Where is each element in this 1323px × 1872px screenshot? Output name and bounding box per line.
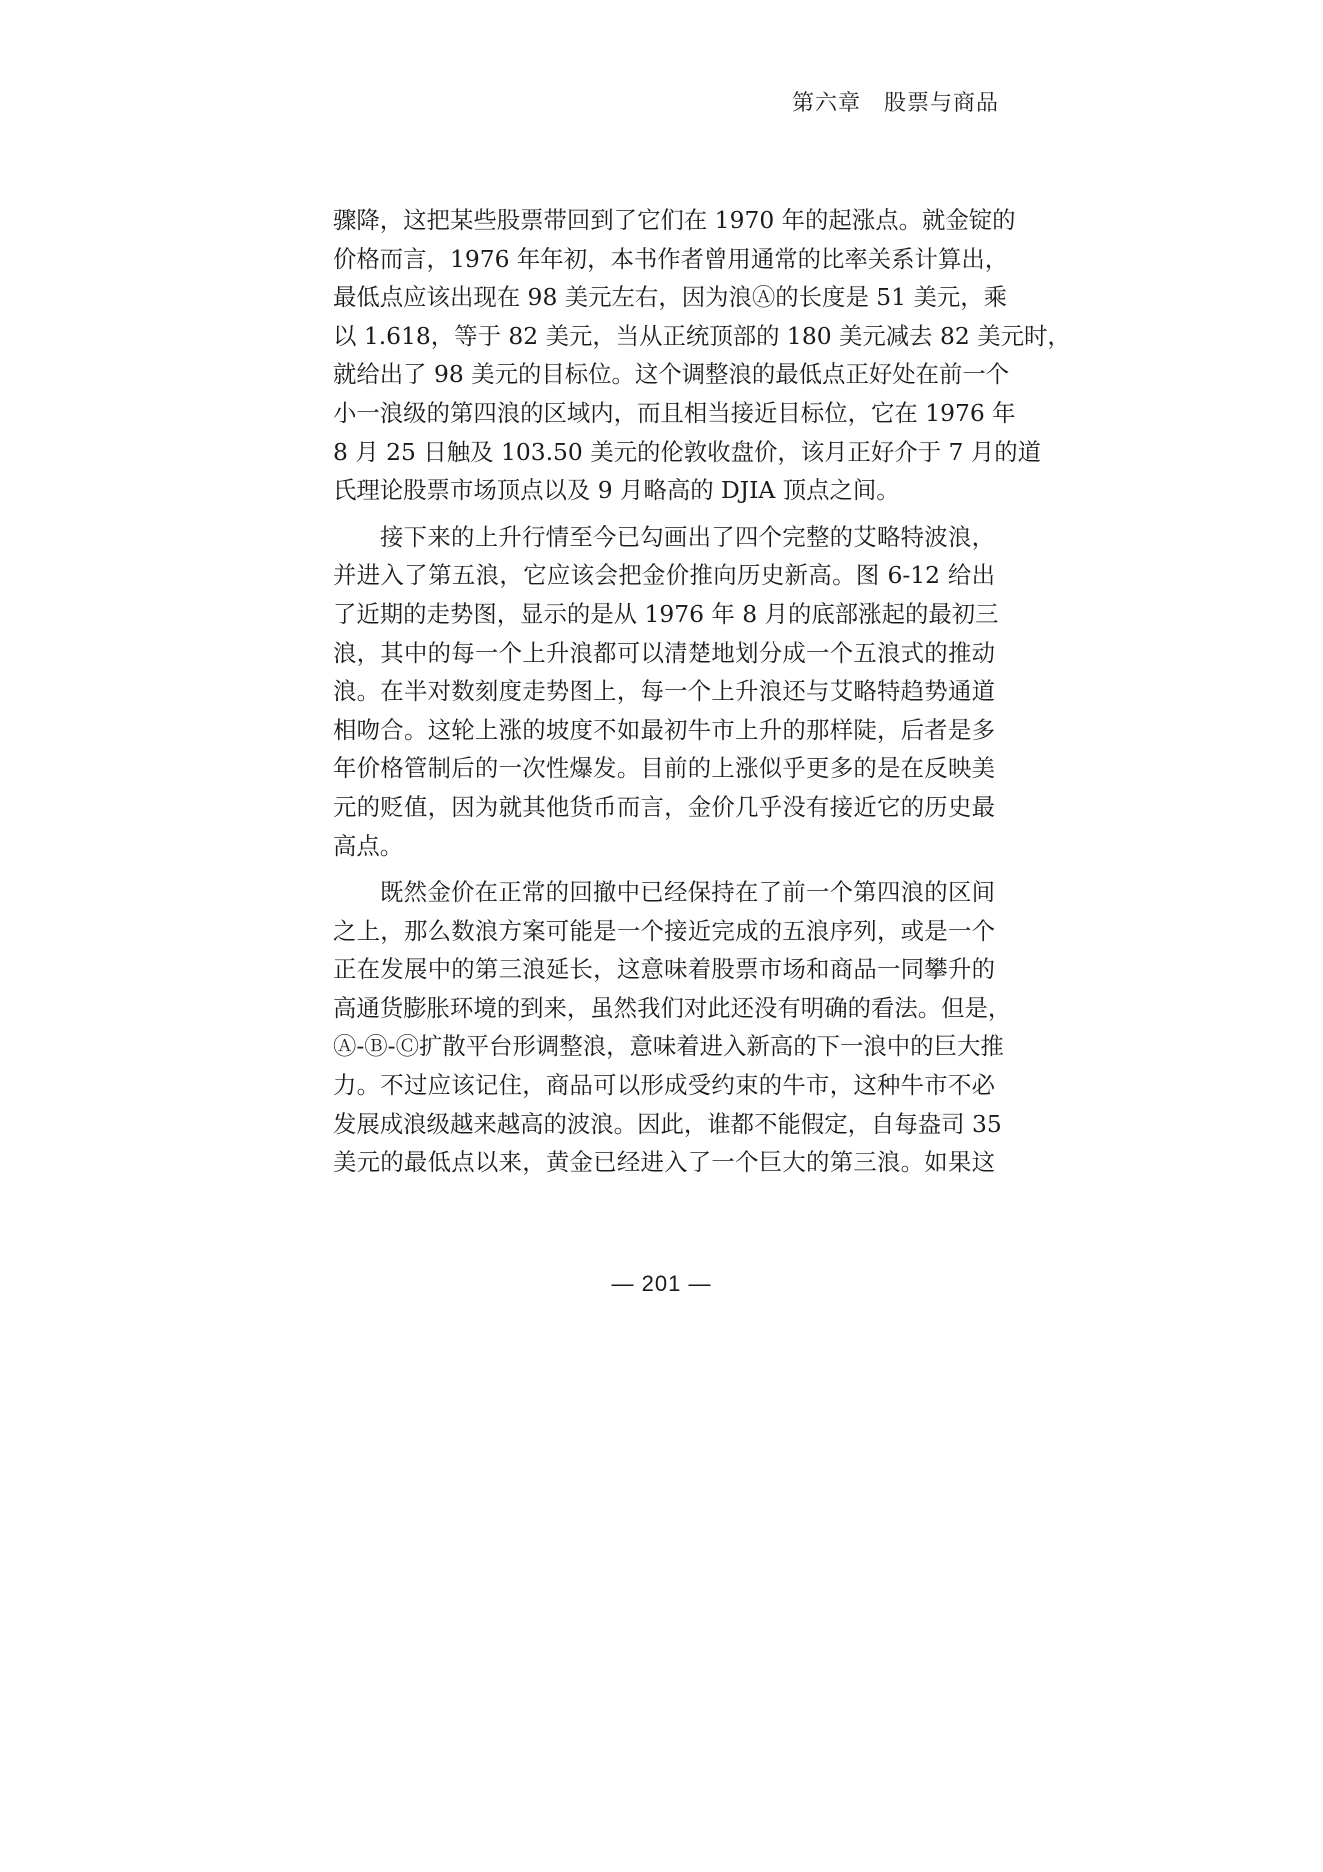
text-line: 以 1.618，等于 82 美元，当从正统顶部的 180 美元减去 82 美元时， xyxy=(333,321,1071,350)
text-line: 浪，其中的每一个上升浪都可以清楚地划分成一个五浪式的推动 xyxy=(333,638,995,667)
text-line: 既然金价在正常的回撤中已经保持在了前一个第四浪的区间 xyxy=(380,878,995,907)
text-line: 年价格管制后的一次性爆发。目前的上涨似乎更多的是在反映美 xyxy=(333,754,995,783)
text-line: Ⓐ-Ⓑ-Ⓒ扩散平台形调整浪，意味着进入新高的下一浪中的巨大推 xyxy=(333,1032,1004,1061)
text-line: 价格而言，1976 年年初，本书作者曾用通常的比率关系计算出， xyxy=(333,244,1009,273)
paragraph-2 xyxy=(333,518,999,865)
text-line: 最低点应该出现在 98 美元左右，因为浪Ⓐ的长度是 51 美元，乘 xyxy=(333,283,1008,312)
page-number: — 201 — xyxy=(611,1271,712,1296)
text-line: 并进入了第五浪，它应该会把金价推向历史新高。图 6-12 给出 xyxy=(333,561,995,590)
body-text xyxy=(333,201,1071,1182)
text-line: 骤降，这把某些股票带回到了它们在 1970 年的起涨点。就金锭的 xyxy=(333,206,1016,234)
text-line: 浪。在半对数刻度走势图上，每一个上升浪还与艾略特趋势通道 xyxy=(333,677,995,706)
text-line: 高通货膨胀环境的到来，虽然我们对此还没有明确的看法。但是， xyxy=(333,993,1012,1022)
text-line: 相吻合。这轮上涨的坡度不如最初牛市上升的那样陡，后者是多 xyxy=(333,715,995,744)
text-line: 高点。 xyxy=(333,831,404,860)
paragraph-spacing xyxy=(333,865,995,873)
text-line: 之上，那么数浪方案可能是一个接近完成的五浪序列，或是一个 xyxy=(333,916,995,945)
text-line: 了近期的走势图，显示的是从 1976 年 8 月的底部涨起的最初三 xyxy=(333,599,999,628)
text-line: 发展成浪级越来越高的波浪。因此，谁都不能假定，自每盎司 35 xyxy=(333,1109,1002,1138)
text-line: 小一浪级的第四浪的区域内，而且相当接近目标位，它在 1976 年 xyxy=(333,398,1016,427)
paragraph-1 xyxy=(333,201,1071,510)
text-line: 力。不过应该记住，商品可以形成受约束的牛市，这种牛市不必 xyxy=(333,1071,995,1100)
text-line: 就给出了 98 美元的目标位。这个调整浪的最低点正好处在前一个 xyxy=(333,360,1010,389)
text-line: 氏理论股票市场顶点以及 9 月略高的 DJIA 顶点之间。 xyxy=(333,476,900,505)
paragraph-3 xyxy=(333,873,1012,1182)
paragraph-spacing xyxy=(333,510,995,518)
text-line: 接下来的上升行情至今已勾画出了四个完整的艾略特波浪， xyxy=(380,522,995,551)
text-line: 美元的最低点以来，黄金已经进入了一个巨大的第三浪。如果这 xyxy=(333,1148,995,1177)
text-line: 8 月 25 日触及 103.50 美元的伦敦收盘价，该月正好介于 7 月的道 xyxy=(333,437,1042,466)
running-header: 第六章 股票与商品 xyxy=(791,91,999,116)
text-line: 正在发展中的第三浪延长，这意味着股票市场和商品一同攀升的 xyxy=(333,955,995,984)
text-line: 元的贬值，因为就其他货币而言，金价几乎没有接近它的历史最 xyxy=(333,792,995,821)
